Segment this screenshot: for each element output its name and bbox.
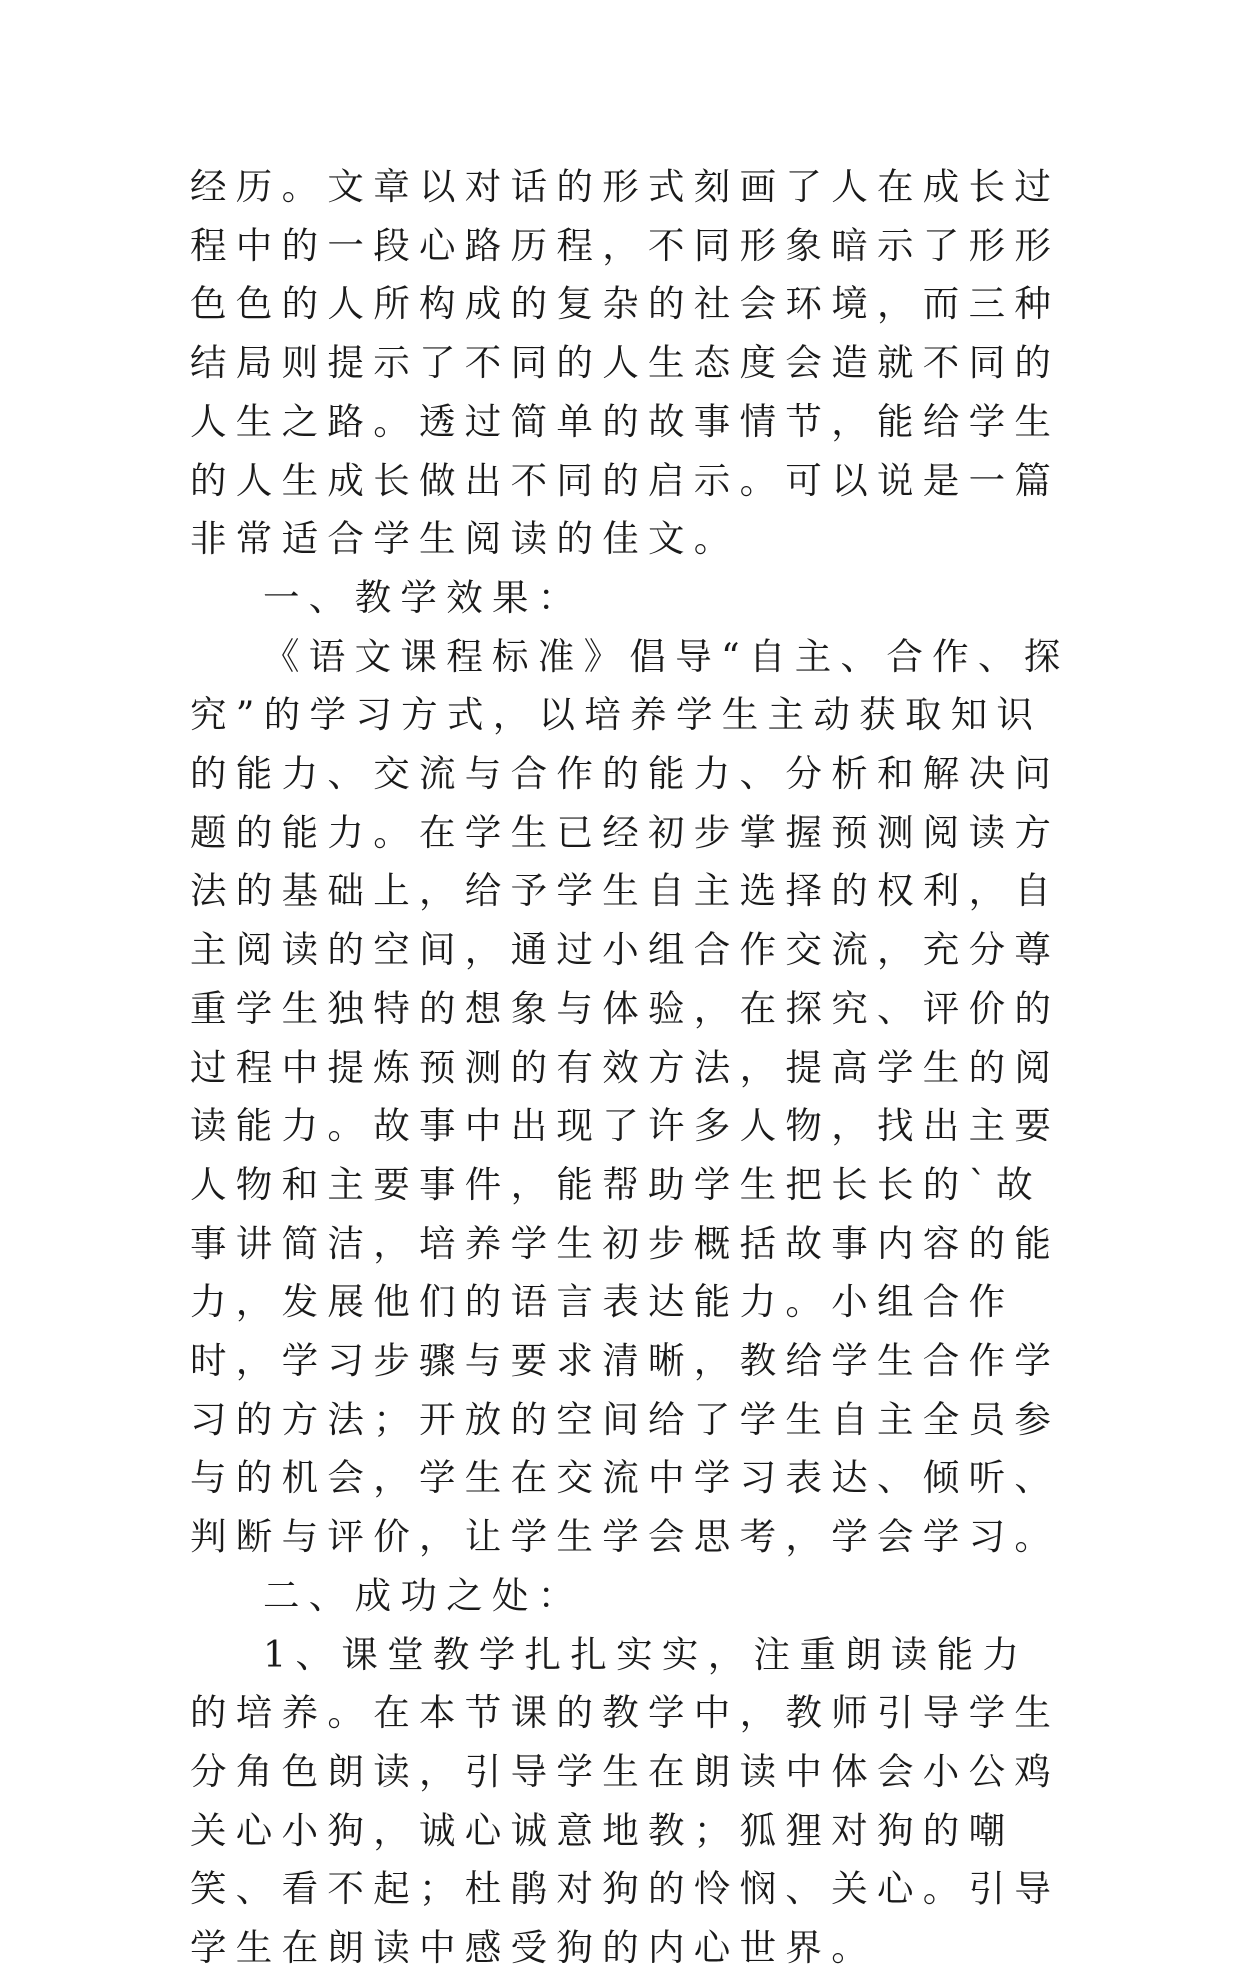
document-page bbox=[190, 158, 1070, 1978]
paragraph-intro-continuation: 经历。文章以对话的形式刻画了人在成长过程中的一段心路历程，不同形象暗示了形形色色的人所构成的复杂的社会环境，而三种结局则提示了不同的人生态度会造就不同的人生之路。透过简单的故事情节，能给学生的人生成长做出不同的启示。可以说是一篇非常适合学生阅读的佳文。 bbox=[190, 165, 1061, 561]
section-heading-successes: 二、成功之处： bbox=[263, 1573, 584, 1617]
section-heading-teaching-effect: 一、教学效果： bbox=[263, 575, 584, 619]
paragraph-teaching-effect: 《语文课程标准》倡导“自主、合作、探究”的学习方式，以培养学生主动获取知识的能力、交流与合作的能力、分析和解决问题的能力。在学生已经初步掌握预测阅读方法的基础上，给予学生自主选择的权利，自主阅读的空间，通过小组合作交流，充分尊重学生独特的想象与体验，在探究、评价的过程中提炼预测的有效方法，提高学生的阅读能力。故事中出现了许多人物，找出主要人物和主要事件，能帮助学生把长长的`故事讲简洁，培养学生初步概括故事内容的能力，发展他们的语言表达能力。小组合作时，学习步骤与要求清晰，教给学生合作学习的方法；开放的空间给了学生自主全员参与的机会，学生在交流中学习表达、倾听、判断与评价，让学生学会思考，学会学习。 bbox=[190, 634, 1070, 1559]
paragraph-success-point-1: 1、课堂教学扎扎实实，注重朗读能力的培养。在本节课的教学中，教师引导学生分角色朗读，引导学生在朗读中体会小公鸡关心小狗，诚心诚意地教；狐狸对狗的嘲笑、看不起；杜鹃对狗的怜悯、关心。引导学生在朗读中感受狗的内心世界。 bbox=[190, 1632, 1061, 1970]
